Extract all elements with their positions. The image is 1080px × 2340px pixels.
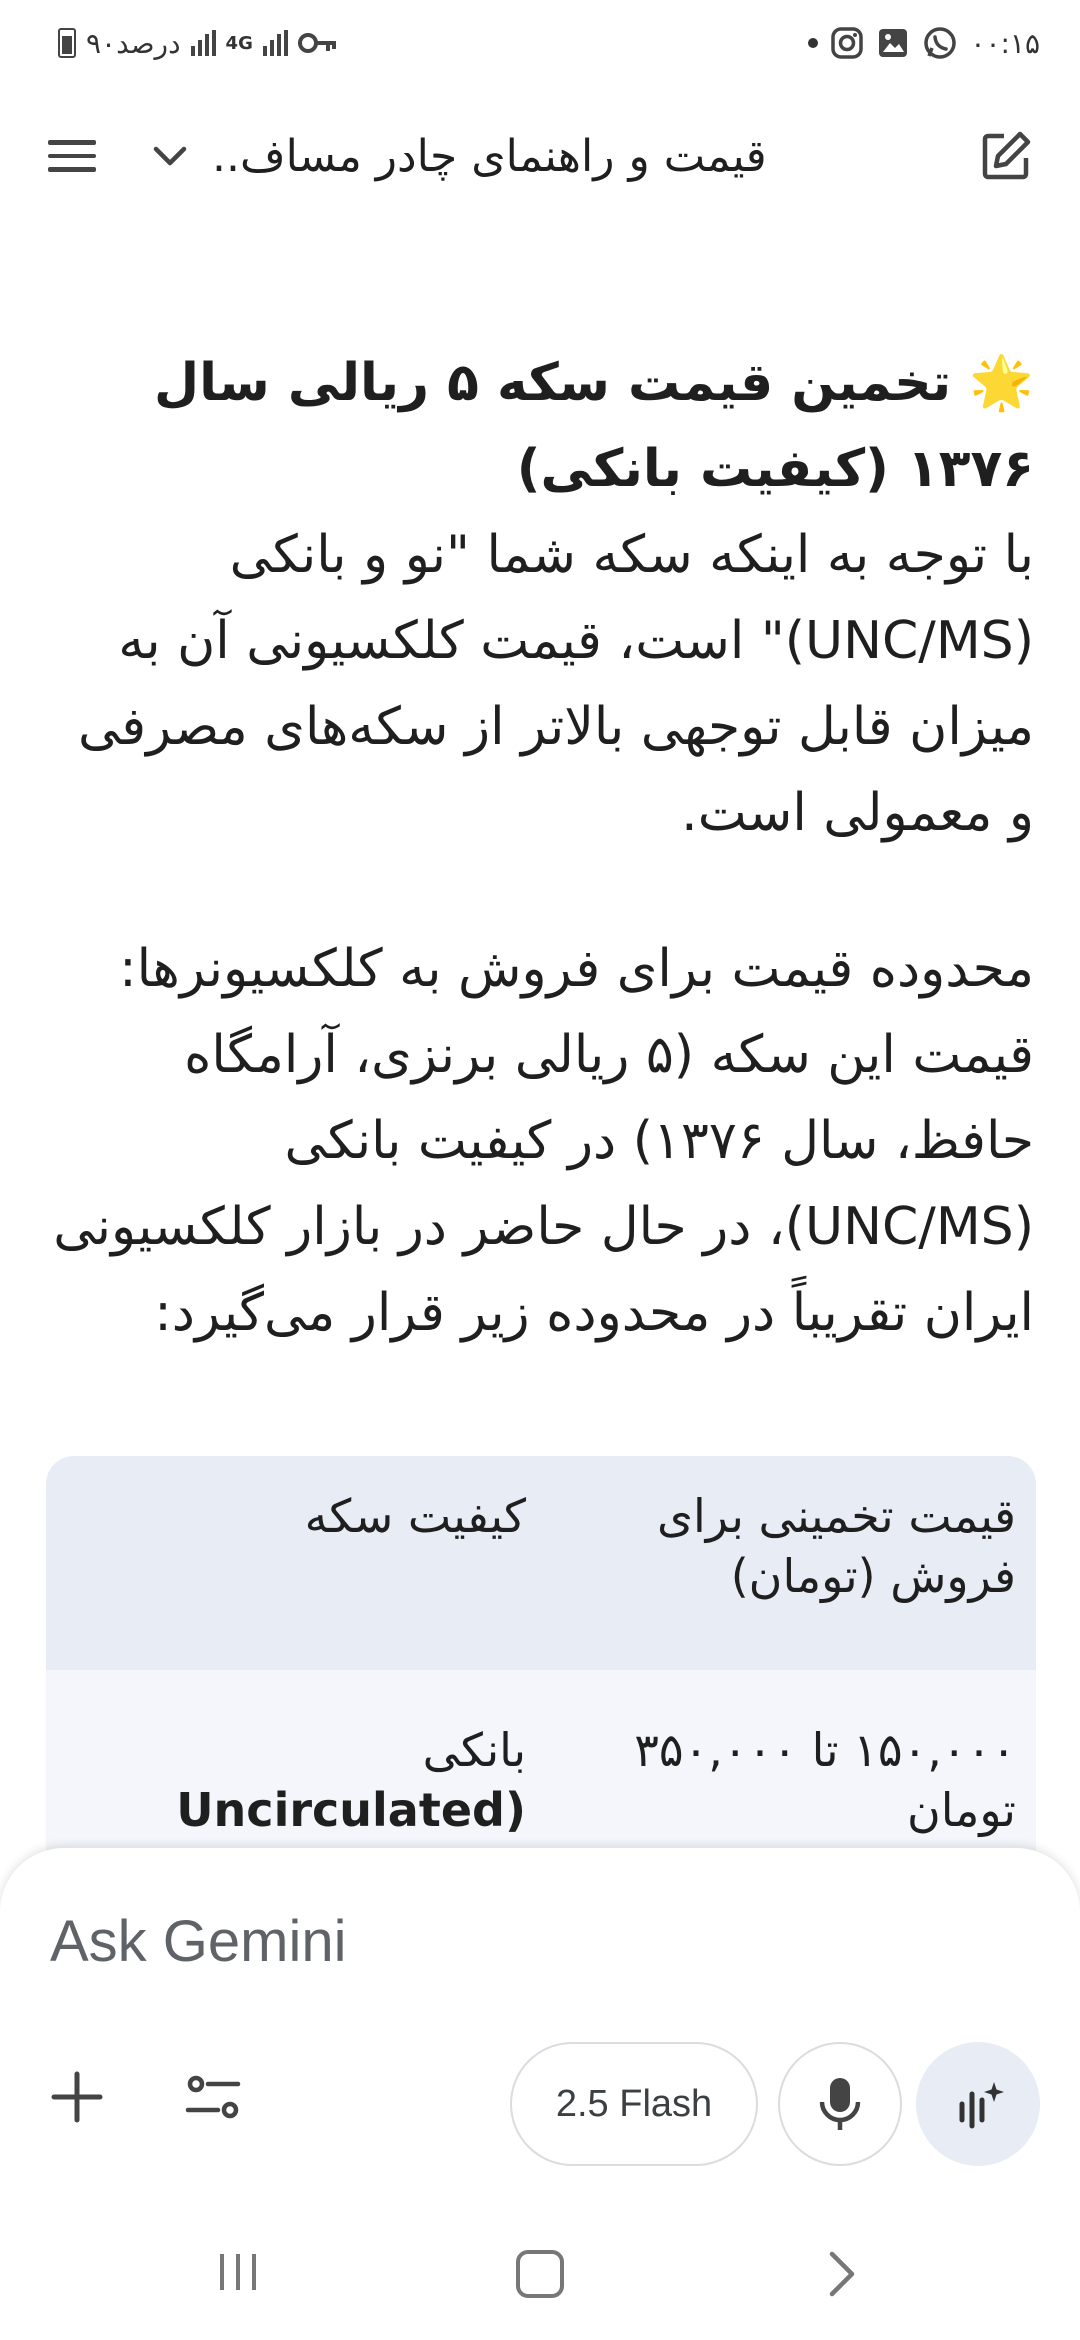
table-header-quality: کیفیت سکه	[304, 1489, 526, 1543]
price-range-text: قیمت این سکه (۵ ریالی برنزی، آرامگاه حافظ، سال ۱۳۷۶) در کیفیت بانکی (UNC/MS)، در حال حاضر در بازار کلکسیونی ایران تقریباً در محدوده زیر قرار می‌گیرد:	[53, 1025, 1034, 1343]
hamburger-menu-icon[interactable]	[40, 124, 104, 188]
signal-icon-2	[263, 30, 288, 56]
clock: ۰۰:۱۵	[970, 26, 1040, 60]
price-table	[46, 1456, 1036, 1876]
signal-icon	[191, 30, 216, 56]
battery-icon	[58, 28, 76, 58]
response-heading: 🌟 تخمین قیمت سکه ۵ ریالی سال ۱۳۷۶ (کیفیت بانکی)	[154, 353, 1034, 499]
app-bar	[0, 96, 1080, 216]
response-content	[46, 340, 1034, 1356]
model-selector-button[interactable]: 2.5 Flash	[510, 2042, 758, 2166]
recent-apps-icon[interactable]	[216, 2250, 260, 2294]
status-left	[58, 22, 338, 64]
system-nav-bar	[0, 2220, 1080, 2320]
chat-title: قیمت و راهنمای چادر مساف..	[212, 130, 767, 182]
plus-icon[interactable]	[44, 2064, 110, 2130]
chevron-down-icon	[150, 136, 190, 176]
table-header-row	[46, 1456, 1036, 1670]
tools-icon[interactable]	[180, 2064, 246, 2130]
instagram-icon	[830, 26, 864, 60]
status-bar	[0, 0, 1080, 86]
network-type: 4G	[225, 32, 253, 54]
quality-latin: Uncirculated)	[176, 1783, 526, 1837]
quality-label: بانکی	[422, 1723, 526, 1777]
mic-icon[interactable]	[778, 2042, 902, 2166]
whatsapp-icon	[922, 25, 958, 61]
home-icon[interactable]	[516, 2250, 564, 2298]
back-icon[interactable]	[820, 2250, 864, 2298]
table-row	[46, 1670, 1036, 1876]
gallery-icon	[876, 26, 910, 60]
ask-gemini-input[interactable]: Ask Gemini	[50, 1909, 347, 1974]
response-intro: با توجه به اینکه سکه شما "نو و بانکی (UNC/MS)" است، قیمت کلکسیونی آن به میزان قابل توجهی بالاتر از سکه‌های مصرفی و معمولی است.	[77, 525, 1034, 843]
table-cell-quality	[46, 1670, 546, 1876]
battery-text: ۹۰درصد	[86, 26, 181, 60]
price-range-title: محدوده قیمت برای فروش به کلکسیونرها:	[119, 939, 1034, 999]
notification-dot-icon	[808, 38, 818, 48]
live-icon[interactable]	[916, 2042, 1040, 2166]
status-right	[808, 22, 1040, 64]
table-header-price: قیمت تخمینی برای فروش (تومان)	[656, 1489, 1016, 1603]
table-cell-price: ۱۵۰,۰۰۰ تا ۳۵۰,۰۰۰ تومان	[634, 1723, 1016, 1837]
edit-icon[interactable]	[974, 124, 1038, 188]
chat-title-button[interactable]	[150, 124, 910, 188]
key-icon	[298, 31, 338, 55]
